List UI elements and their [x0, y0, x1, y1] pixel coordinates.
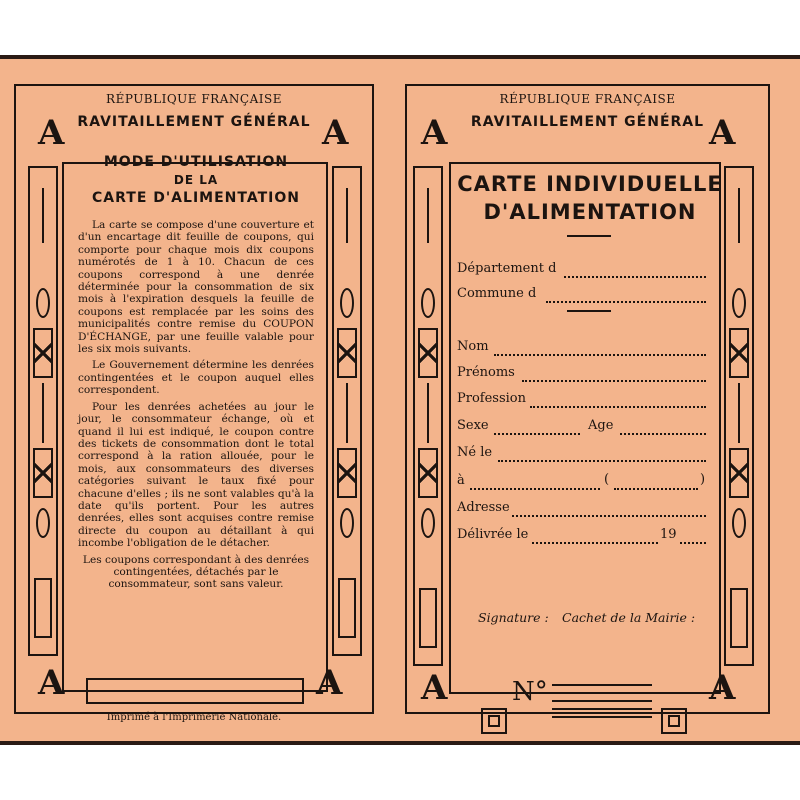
corner-letter-bottom-right: A [709, 668, 736, 708]
label-sexe: Sexe [457, 418, 489, 433]
instructions-body [78, 219, 314, 595]
label-nom: Nom [457, 339, 489, 354]
title-underline [567, 235, 611, 237]
prenoms-field[interactable] [522, 380, 706, 382]
ornamental-pillar-right [332, 166, 362, 656]
profession-field[interactable] [530, 406, 706, 408]
republic-heading: RÉPUBLIQUE FRANÇAISE [499, 92, 676, 106]
instructions-paragraph: Le Gouvernement détermine les denrées contingentées et le coupon auquel elles correspondent. [78, 359, 314, 397]
bottom-ornament [86, 678, 304, 704]
ration-card [0, 55, 800, 745]
signature-label: Signature : [478, 610, 549, 625]
number-line [552, 708, 652, 710]
label-prenoms: Prénoms [457, 365, 515, 380]
instructions-paragraph: Pour les denrées achetées au jour le jour, le consommateur échange, où et quand il lui est indiqué, le coupon contre des tickets de consommation dont le total correspond à la ration allouée, pour le mois, aux consommateurs des diverses catégories suivant le taux fixé pour chacune d'elles ; ils ne sont valables qu'à la date qu'ils portent. Pour les autres denrées, elles sont acquises contre remise directe du coupon au détaillant à qui incombe l'obligation de le détacher. [78, 400, 314, 550]
number-box-left [481, 708, 507, 734]
instructions-title-line2: DE LA [173, 173, 219, 187]
ornamental-pillar-left [413, 166, 443, 666]
card-title-line1: CARTE INDIVIDUELLE [457, 172, 723, 196]
number-line [552, 700, 652, 702]
ornamental-pillar-right [724, 166, 754, 666]
birthplace-field[interactable] [470, 488, 600, 490]
corner-letter-top-left: A [421, 113, 448, 153]
republic-heading: RÉPUBLIQUE FRANÇAISE [106, 92, 282, 106]
year-field[interactable] [680, 542, 706, 544]
label-a: à [457, 473, 465, 488]
commune-field[interactable] [546, 301, 706, 303]
paren-close: ) [700, 472, 706, 487]
corner-letter-top-right: A [709, 113, 736, 153]
corner-letter-bottom-right: A [316, 663, 343, 703]
adresse-field[interactable] [512, 515, 706, 517]
number-label: N° [512, 677, 548, 707]
birthplace-department-field[interactable] [614, 488, 698, 490]
ravitaillement-heading: RAVITAILLEMENT GÉNÉRAL [470, 114, 705, 130]
number-box-right [661, 708, 687, 734]
sexe-field[interactable] [494, 433, 580, 435]
corner-letter-bottom-left: A [38, 663, 65, 703]
corner-letter-bottom-left: A [421, 668, 448, 708]
section-divider [567, 310, 611, 312]
label-commune: Commune d [457, 286, 537, 301]
year-prefix: 19 [660, 527, 677, 542]
number-line[interactable] [552, 684, 652, 686]
number-line [552, 692, 652, 694]
label-age: Age [588, 418, 614, 433]
printer-imprint: Imprimé à l'Imprimerie Nationale. [106, 712, 282, 723]
label-adresse: Adresse [457, 500, 510, 515]
label-profession: Profession [457, 391, 526, 406]
paren-open: ( [604, 472, 610, 487]
instructions-paragraph: La carte se compose d'une couverture et d'un encartage dit feuille de coupons, qui comporte pour chaque mois dix coupons numérotés de 1 à 10. Chacun de ces coupons correspond à une denrée déterminée pour la consommation de six mois à l'expiration desquels la feuille de coupons est remplacée par les soins des municipalités contre remise du COUPON D'ÉCHANGE, par une feuille valable pour les six mois suivants. [78, 219, 314, 356]
ravitaillement-heading: RAVITAILLEMENT GÉNÉRAL [77, 114, 311, 130]
corner-letter-top-left: A [38, 113, 65, 153]
instructions-paragraph: Les coupons correspondant à des denrées contingentées, détachés par le consommateur, sont sans valeur. [82, 553, 310, 591]
ne-le-field[interactable] [498, 460, 706, 462]
label-departement: Département d [457, 261, 557, 276]
number-line [552, 716, 652, 718]
label-delivree: Délivrée le [457, 527, 529, 542]
nom-field[interactable] [494, 354, 706, 356]
delivree-field[interactable] [532, 542, 658, 544]
card-title-line2: D'ALIMENTATION [483, 200, 697, 224]
instructions-title-line3: CARTE D'ALIMENTATION [92, 190, 300, 206]
departement-field[interactable] [564, 276, 706, 278]
cachet-label: Cachet de la Mairie : [562, 610, 696, 625]
instructions-title-line1: MODE D'UTILISATION [103, 154, 289, 170]
label-ne-le: Né le [457, 445, 493, 460]
age-field[interactable] [620, 433, 706, 435]
ornamental-pillar-left [28, 166, 58, 656]
corner-letter-top-right: A [322, 113, 349, 153]
